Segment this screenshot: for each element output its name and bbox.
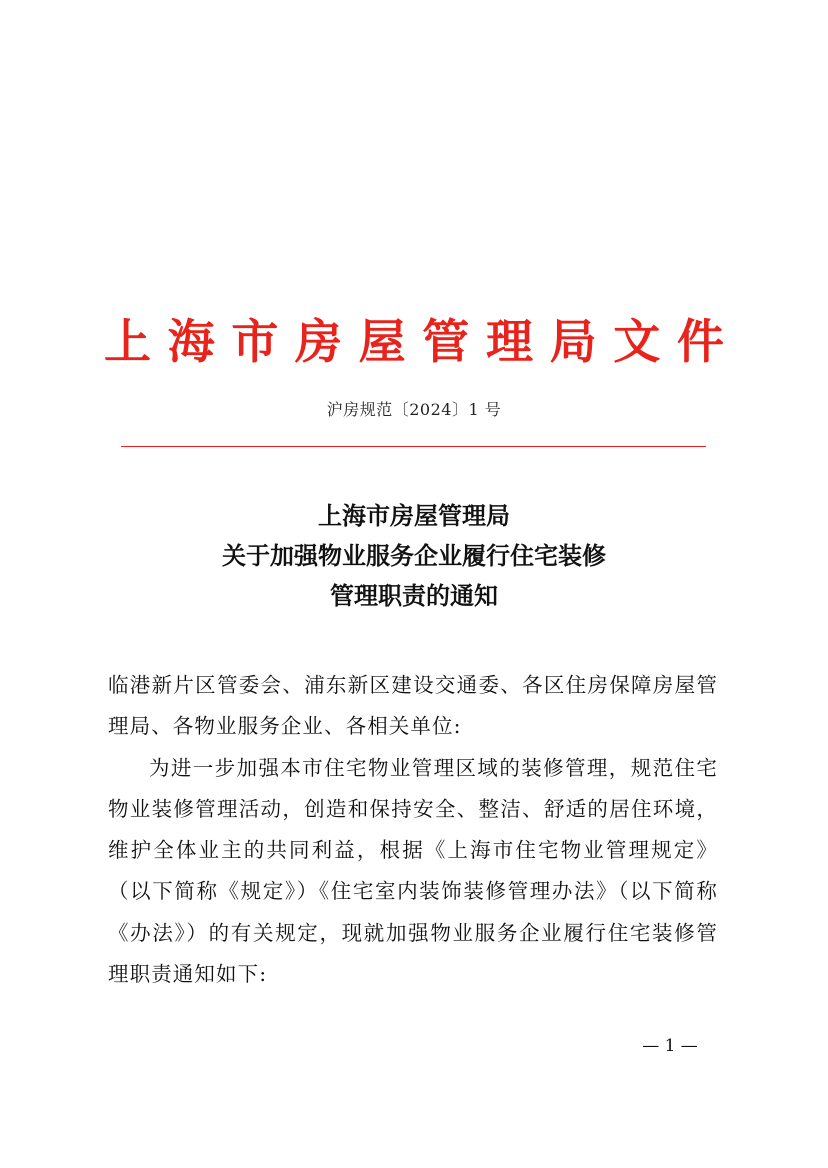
document-body (108, 665, 718, 995)
document-number: 沪房规范〔2024〕1 号 (326, 400, 502, 419)
body-paragraph: 为进一步加强本市住宅物业管理区域的装修管理，规范住宅物业装修管理活动，创造和保持安全、整洁、舒适的居住环境，维护全体业主的共同利益，根据《上海市住宅物业管理规定》（以下简称《规定》）《住宅室内装饰装修管理办法》（以下简称《办法》）的有关规定，现就加强物业服务企业履行住宅装修管理职责通知如下: (108, 755, 718, 987)
document-masthead (104, 305, 724, 381)
masthead-char: 局 (549, 315, 597, 370)
masthead-char: 房 (294, 315, 342, 370)
masthead-char: 海 (167, 315, 215, 370)
masthead-char: 文 (613, 315, 661, 370)
addressee-paragraph: 临港新片区管委会、浦东新区建设交通委、各区住房保障房屋管理局、各物业服务企业、各相关单位: (108, 673, 718, 739)
masthead-char: 管 (422, 315, 470, 370)
title-line: 上海市房屋管理局 (318, 502, 510, 530)
red-divider-line (121, 446, 706, 447)
document-title (0, 496, 828, 616)
title-line: 关于加强物业服务企业履行住宅装修 (222, 542, 606, 570)
masthead-char: 理 (485, 315, 533, 370)
title-line: 管理职责的通知 (330, 582, 498, 610)
masthead-char: 屋 (358, 315, 406, 370)
masthead-char: 上 (104, 315, 151, 370)
masthead-char: 市 (231, 315, 279, 370)
masthead-char: 件 (676, 315, 724, 370)
page-number: — 1 — (642, 1036, 698, 1056)
